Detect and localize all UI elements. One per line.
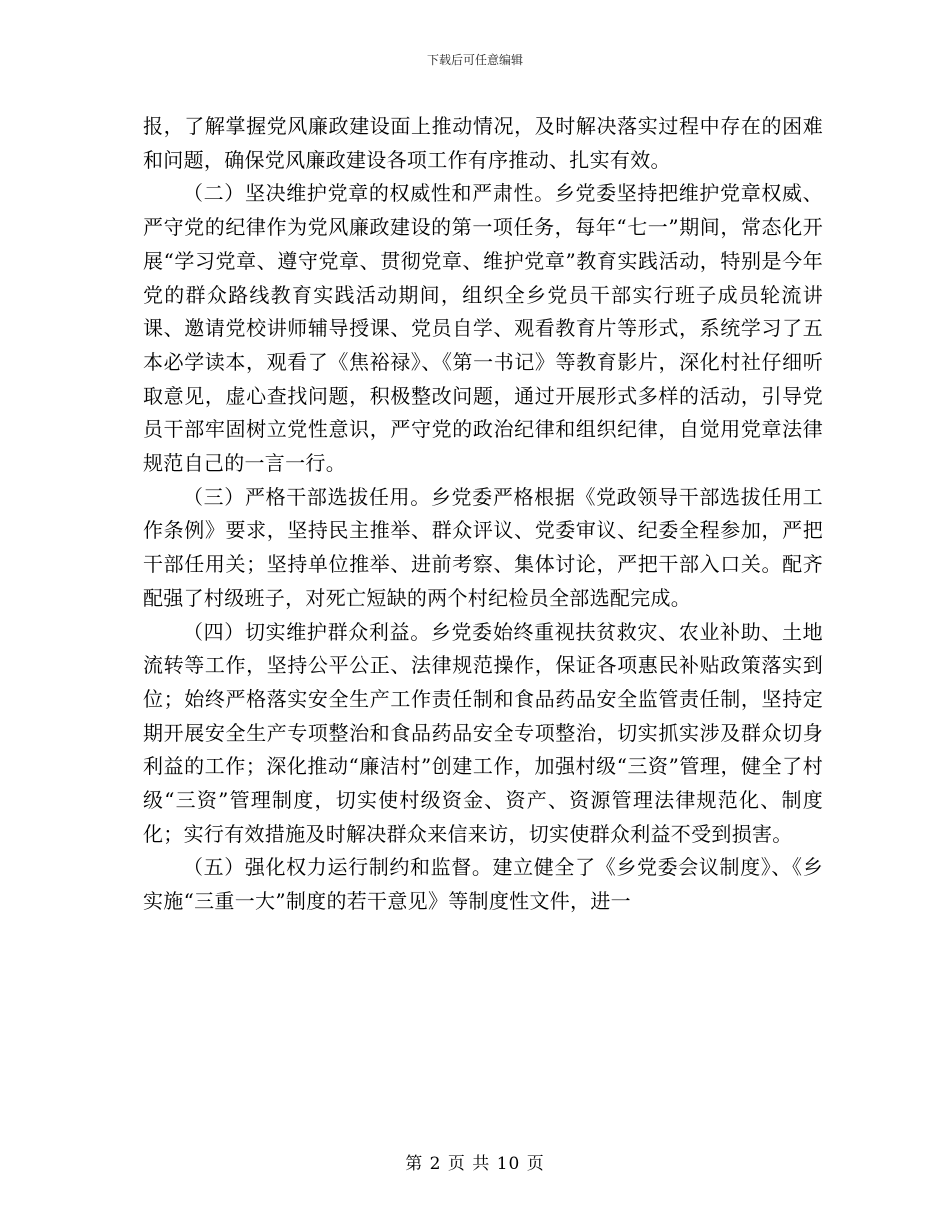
- document-body: [143, 110, 823, 919]
- paragraph-section-4: （四）切实维护群众利益。乡党委始终重视扶贫救灾、农业补助、土地流转等工作，坚持公平公正、法律规范操作，保证各项惠民补贴政策落实到位；始终严格落实安全生产工作责任制和食品药品安全监管责任制，坚持定期开展安全生产专项整治和食品药品安全专项整治，切实抓实涉及群众切身利益的工作；深化推动“廉洁村”创建工作，加强村级“三资”管理，健全了村级“三资”管理制度，切实使村级资金、资产、资源管理法律规范化、制度化；实行有效措施及时解决群众来信来访，切实使群众利益不受到损害。: [143, 619, 823, 846]
- paragraph-section-3: （三）严格干部选拔任用。乡党委严格根据《党政领导干部选拔任用工作条例》要求，坚持民主推举、群众评议、党委审议、纪委全程参加，严把干部任用关；坚持单位推举、进前考察、集体讨论，严把干部入口关。配齐配强了村级班子，对死亡短缺的两个村纪检员全部选配完成。: [143, 484, 823, 610]
- paragraph-continuation: 报，了解掌握党风廉政建设面上推动情况，及时解决落实过程中存在的困难和问题，确保党风廉政建设各项工作有序推动、扎实有效。: [143, 114, 823, 172]
- paragraph-section-2: （二）坚决维护党章的权威性和严肃性。乡党委坚持把维护党章权威、严守党的纪律作为党风廉政建设的第一项任务，每年“七一”期间，常态化开展“学习党章、遵守党章、贯彻党章、维护党章”教育实践活动，特别是今年党的群众路线教育实践活动期间，组织全乡党员干部实行班子成员轮流讲课、邀请党校讲师辅导授课、党员自学、观看教育片等形式，系统学习了五本必学读本，观看了《焦裕禄》、《第一书记》等教育影片，深化村社仔细听取意见，虚心查找问题，积极整改问题，通过开展形式多样的活动，引导党员干部牢固树立党性意识，严守党的政治纪律和组织纪律，自觉用党章法律规范自己的一言一行。: [143, 181, 823, 476]
- paragraph-section-5: （五）强化权力运行制约和监督。建立健全了《乡党委会议制度》、《乡实施“三重一大”制度的若干意见》等制度性文件，进一: [143, 855, 823, 914]
- page-number-footer: 第 2 页 共 10 页: [405, 1154, 545, 1174]
- page-header: 下载后可任意编辑: [426, 53, 523, 67]
